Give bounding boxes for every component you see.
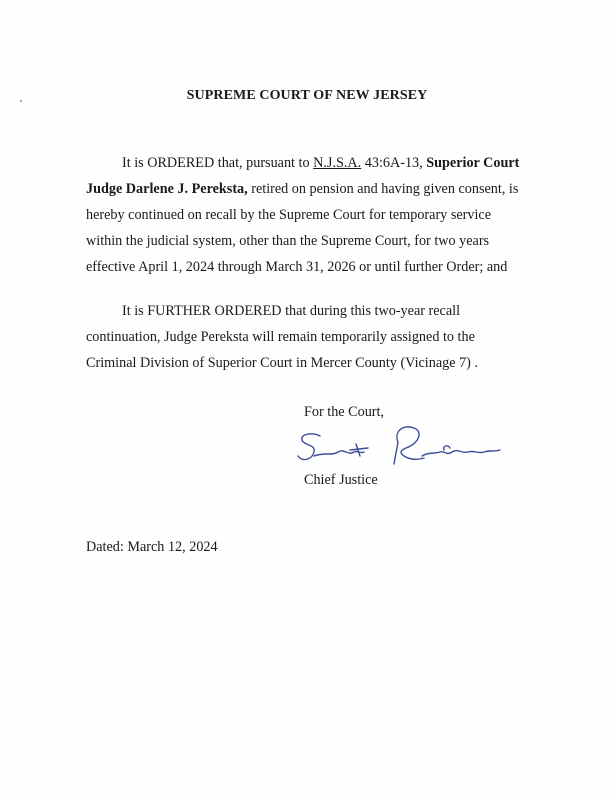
paragraph1-line5: effective April 1, 2024 through March 31, 2026 or until further Order; and bbox=[86, 259, 508, 275]
order-intro-text: It is ORDERED that, pursuant to bbox=[122, 155, 314, 171]
chief-justice-title: Chief Justice bbox=[304, 472, 378, 488]
for-the-court-label: For the Court, bbox=[304, 404, 384, 420]
paragraph1-line4: within the judicial system, other than the Supreme Court, for two years bbox=[86, 233, 490, 249]
paragraph1-line3: hereby continued on recall by the Supreme Court for temporary service bbox=[86, 207, 491, 223]
judge-name-bold: Judge Darlene J. Pereksta, bbox=[86, 181, 248, 197]
order-paragraph-2 bbox=[86, 298, 526, 376]
judge-court-bold: Superior Court bbox=[426, 155, 520, 171]
order-date: Dated: March 12, 2024 bbox=[86, 539, 218, 555]
statute-reference: 43:6A-13, bbox=[361, 155, 427, 171]
document-heading: SUPREME COURT OF NEW JERSEY bbox=[186, 88, 428, 103]
order-paragraph-1 bbox=[86, 150, 526, 280]
chief-justice-signature bbox=[294, 422, 514, 474]
paragraph1-line2-rest: retired on pension and having given consent, is bbox=[247, 181, 519, 197]
paragraph2-line3: Criminal Division of Superior Court in Mercer County (Vicinage 7) . bbox=[86, 355, 478, 371]
paragraph2-line2: continuation, Judge Pereksta will remain temporarily assigned to the bbox=[86, 329, 475, 345]
paragraph2-line1: It is FURTHER ORDERED that during this two-year recall bbox=[122, 303, 461, 319]
statute-citation: N.J.S.A. bbox=[313, 155, 362, 171]
